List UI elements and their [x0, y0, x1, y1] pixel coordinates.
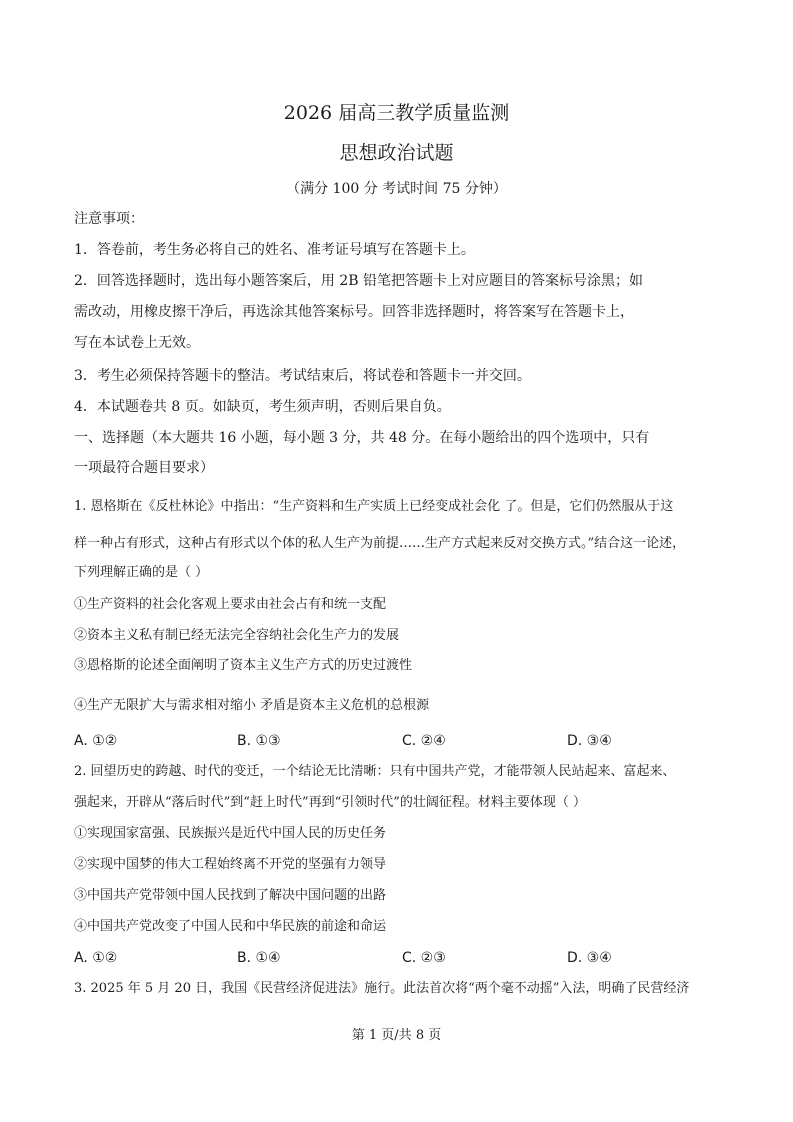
score-time: （满分 100 分 考试时间 75 分钟）: [286, 181, 507, 197]
notice-item: 写在本试卷上无效。: [74, 335, 200, 351]
notice-item: 4．本试题卷共 8 页。如缺页，考生须声明，否则后果自负。: [74, 399, 451, 415]
q2-option-c: C. ②③: [402, 950, 446, 966]
q1-statement: ③恩格斯的论述全面阐明了资本主义生产方式的历史过渡性: [74, 658, 413, 673]
q1-option-d: D. ③④: [567, 733, 612, 749]
q2-statement: ④中国共产党改变了中国人民和中华民族的前途和命运: [74, 919, 387, 934]
q1-stem: 下列理解正确的是（ ）: [74, 565, 209, 580]
q2-option-a: A. ①②: [74, 950, 118, 966]
q1-stem: 1. 恩格斯在《反杜林论》中指出：“生产资料和生产实质上已经变成社会化 了。但是，它们仍然服从于这: [74, 499, 674, 514]
q1-option-c: C. ②④: [402, 733, 446, 749]
q2-stem: 强起来，开辟从“落后时代”到“赶上时代”再到“引领时代”的壮阔征程。材料主要体现（ ）: [74, 795, 587, 810]
q2-statement: ②实现中国梦的伟大工程始终离不开党的坚强有力领导: [74, 857, 387, 872]
notice-item: 需改动，用橡皮擦干净后，再选涂其他答案标号。回答非选择题时，将答案写在答题卡上，: [74, 304, 634, 320]
q1-statement: ②资本主义私有制已经无法完全容纳社会化生产力的发展: [74, 628, 400, 643]
q3-stem: 3. 2025 年 5 月 20 日，我国《民营经济促进法》施行。此法首次将“两个毫不动摇”入法，明确了民营经济: [74, 981, 690, 996]
q2-stem: 2. 回望历史的跨越、时代的变迁，一个结论无比清晰：只有中国共产党，才能带领人民站起来、富起来、: [74, 764, 676, 779]
exam-title: 2026 届高三教学质量监测: [283, 102, 510, 124]
section-heading: 一、选择题（本大题共 16 小题，每小题 3 分，共 48 分。在每小题给出的四个选项中，只有: [74, 430, 650, 446]
q2-statement: ③中国共产党带领中国人民找到了解决中国问题的出路: [74, 888, 387, 903]
q1-statement: ④生产无限扩大与需求相对缩小 矛盾是资本主义危机的总根源: [74, 698, 430, 713]
notice-item: 3．考生必须保持答题卡的整洁。考试结束后，将试卷和答题卡一并交回。: [74, 368, 531, 384]
q1-option-a: A. ①②: [74, 733, 118, 749]
subject-title: 思想政治试题: [339, 142, 454, 164]
page-footer: 第 1 页/共 8 页: [351, 1028, 442, 1043]
q2-option-d: D. ③④: [567, 950, 612, 966]
q2-statement: ①实现国家富强、民族振兴是近代中国人民的历史任务: [74, 826, 387, 841]
section-heading-cont: 一项最符合题目要求）: [74, 460, 214, 476]
notice-item: 2．回答选择题时，选出每小题答案后，用 2B 铅笔把答题卡上对应题目的答案标号涂黑；如: [74, 273, 644, 289]
q1-option-b: B. ①③: [237, 733, 281, 749]
notice-item: 1．答卷前，考生务必将自己的姓名、准考证号填写在答题卡上。: [74, 242, 475, 258]
notice-heading: 注意事项：: [74, 211, 144, 227]
q1-statement: ①生产资料的社会化客观上要求由社会占有和统一支配: [74, 597, 387, 612]
q1-stem: 样一种占有形式，这种占有形式以个体的私人生产为前提……生产方式起来反对交换方式。”结合这一论述，: [74, 536, 686, 551]
q2-option-b: B. ①④: [237, 950, 281, 966]
